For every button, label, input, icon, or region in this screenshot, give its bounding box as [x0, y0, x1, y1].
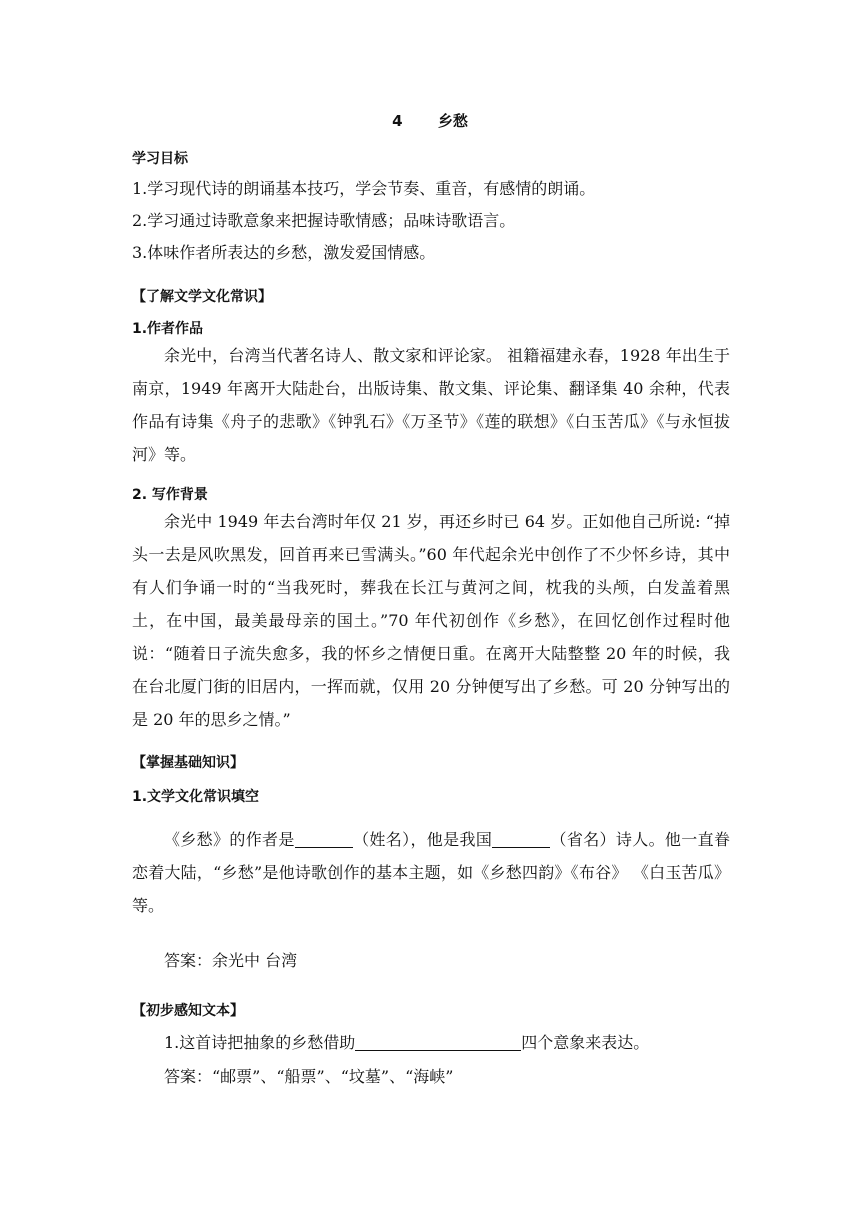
imagery-question-part-2: 四个意象来表达。 [521, 1033, 650, 1052]
author-name-blank[interactable] [295, 831, 353, 848]
question-text-part-1: 《乡愁》的作者是 [164, 830, 295, 849]
author-works-paragraph: 余光中，台湾当代著名诗人、散文家和评论家。 祖籍福建永春，1928 年出生于南京，1949 年离开大陆赴台，出版诗集、散文集、评论集、翻译集 40 余种，代表作品有诗集《舟子的悲歌》《钟乳石》《万圣节》《莲的联想》《白玉苦瓜》《与永恒拔河》等。 [132, 346, 730, 464]
imagery-answer: 答案：“邮票”、“船票”、“坟墓”、“海峡” [164, 1067, 454, 1086]
section-heading-text-perception: 【初步感知文本】 [132, 1003, 244, 1019]
section-heading-basic-knowledge: 【掌握基础知识】 [132, 755, 244, 771]
imagery-blank[interactable] [355, 1034, 521, 1051]
writing-background-heading: 2. 写作背景 [132, 487, 208, 503]
author-works-heading: 1.作者作品 [132, 321, 204, 337]
province-blank[interactable] [492, 831, 550, 848]
question-text-part-3: （省名）诗人。他一直眷恋着大陆，“乡愁”是他诗歌创作的基本主题，如《乡愁四韵》《布谷》 《白玉苦瓜》等。 [132, 830, 730, 915]
fill-blank-heading: 1.文学文化常识填空 [132, 789, 260, 805]
lesson-number: 4 [392, 112, 403, 130]
goal-item-3: 3.体味作者所表达的乡愁，激发爱国情感。 [132, 243, 436, 262]
lesson-title [0, 110, 860, 131]
lesson-name: 乡愁 [437, 112, 468, 130]
section-heading-literary-knowledge: 【了解文学文化常识】 [132, 289, 272, 305]
question-text-part-2: （姓名），他是我国 [352, 830, 493, 849]
goal-item-1: 1.学习现代诗的朗诵基本技巧，学会节奏、重音，有感情的朗诵。 [132, 179, 596, 198]
writing-background-paragraph: 余光中 1949 年去台湾时年仅 21 岁，再还乡时已 64 岁。正如他自己所说: “掉头一去是风吹黑发，回首再来已雪满头。”60 年代起余光中创作了不少怀乡诗，其中有人们争诵一时的“当我死时，葬我在长江与黄河之间，枕我的头颅，白发盖着黑土，在中国，最美最母亲的国土。”70 年代初创作《乡愁》，在回忆创作过程时他说：“随着日子流失愈多，我的怀乡之情便日重。在离开大陆整整 20 年的时候，我在台北厦门街的旧居内，一挥而就，仅用 20 分钟便写出了乡愁。可 20 分钟写出的是 20 年的思乡之情。” [132, 512, 730, 729]
imagery-question [164, 1030, 764, 1053]
imagery-question-part-1: 1.这首诗把抽象的乡愁借助 [164, 1033, 356, 1052]
goals-heading: 学习目标 [132, 151, 188, 167]
goal-item-2: 2.学习通过诗歌意象来把握诗歌情感；品味诗歌语言。 [132, 211, 516, 230]
fill-blank-answer: 答案：余光中 台湾 [164, 951, 298, 970]
fill-blank-question [132, 823, 730, 922]
